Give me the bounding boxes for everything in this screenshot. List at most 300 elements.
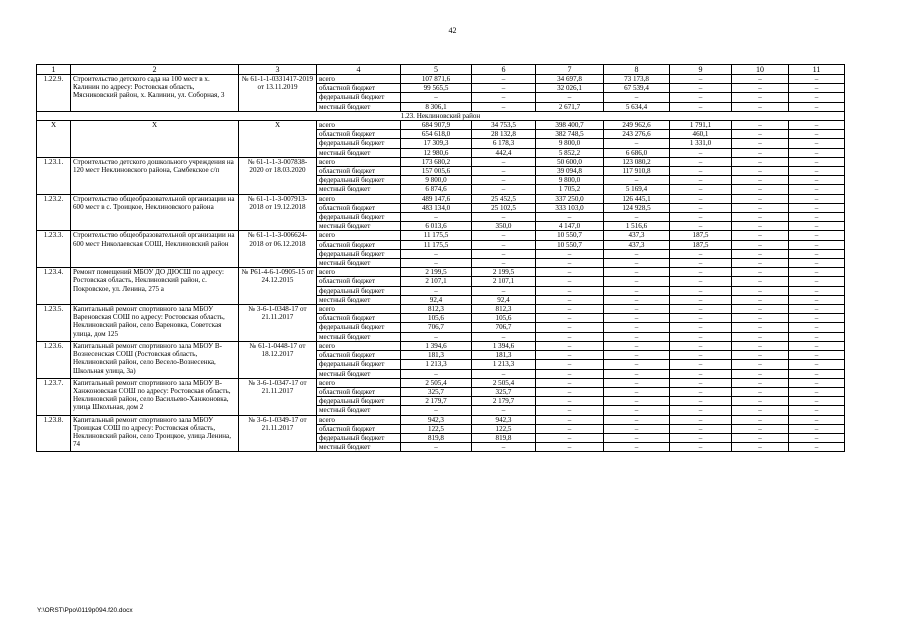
funding-source: местный бюджет: [317, 295, 401, 304]
value-cell: –: [604, 360, 670, 369]
value-cell: 1 516,6: [604, 222, 670, 231]
value-cell: 5 634,4: [604, 102, 670, 111]
value-cell: –: [670, 406, 732, 415]
header-cell: 6: [472, 65, 536, 75]
value-cell: –: [789, 167, 845, 176]
table-row: [37, 75, 845, 84]
value-cell: 483 134,0: [401, 203, 472, 212]
value-cell: –: [789, 203, 845, 212]
value-cell: 1 394,6: [472, 341, 536, 350]
value-cell: 2 107,1: [401, 277, 472, 286]
value-cell: –: [732, 387, 789, 396]
value-cell: –: [732, 415, 789, 424]
value-cell: 28 132,8: [472, 130, 536, 139]
value-cell: –: [670, 222, 732, 231]
funding-source: федеральный бюджет: [317, 139, 401, 148]
value-cell: –: [732, 84, 789, 93]
value-cell: –: [401, 443, 472, 452]
value-cell: 460,1: [670, 130, 732, 139]
value-cell: 2 179,7: [401, 397, 472, 406]
value-cell: –: [732, 102, 789, 111]
value-cell: 107 871,6: [401, 75, 472, 84]
value-cell: 325,7: [401, 387, 472, 396]
value-cell: –: [789, 176, 845, 185]
value-cell: 333 103,0: [536, 203, 604, 212]
value-cell: –: [472, 443, 536, 452]
value-cell: 122,5: [472, 424, 536, 433]
value-cell: 243 276,6: [604, 130, 670, 139]
value-cell: –: [670, 341, 732, 350]
value-cell: –: [789, 332, 845, 341]
item-name: Строительство детского дошкольного учреждения на 120 мест Неклиновского района, Самбекское с/п: [71, 157, 239, 194]
value-cell: –: [670, 277, 732, 286]
value-cell: –: [670, 415, 732, 424]
value-cell: –: [789, 443, 845, 452]
value-cell: –: [732, 369, 789, 378]
item-number: 1.23.4.: [37, 268, 71, 305]
value-cell: 2 505,4: [472, 378, 536, 387]
value-cell: –: [536, 305, 604, 314]
value-cell: 706,7: [401, 323, 472, 332]
value-cell: –: [670, 332, 732, 341]
item-name: Капитальный ремонт спортивного зала МБОУ В-Ханжоновская СОШ по адресу: Ростовская область, Неклиновский район, село Васильево-Ханжоновка, улица Школьная, дом 2: [71, 378, 239, 415]
value-cell: –: [789, 231, 845, 240]
item-name: Строительство общеобразовательной организации на 600 мест Николаевская СОШ, Неклиновский район: [71, 231, 239, 268]
header-cell: 10: [732, 65, 789, 75]
value-cell: –: [670, 286, 732, 295]
value-cell: –: [670, 369, 732, 378]
value-cell: 382 748,5: [536, 130, 604, 139]
header-cell: 7: [536, 65, 604, 75]
value-cell: –: [670, 295, 732, 304]
item-number: 1.22.9.: [37, 75, 71, 112]
section-row: [37, 111, 845, 120]
value-cell: –: [732, 148, 789, 157]
funding-source: федеральный бюджет: [317, 249, 401, 258]
value-cell: –: [472, 93, 536, 102]
value-cell: –: [789, 415, 845, 424]
header-cell: 5: [401, 65, 472, 75]
value-cell: –: [670, 157, 732, 166]
value-cell: 17 309,3: [401, 139, 472, 148]
value-cell: 181,3: [472, 351, 536, 360]
value-cell: –: [536, 387, 604, 396]
page-number: 42: [448, 26, 457, 35]
value-cell: –: [536, 259, 604, 268]
value-cell: –: [604, 433, 670, 442]
value-cell: 187,5: [670, 231, 732, 240]
value-cell: 6 686,0: [604, 148, 670, 157]
funding-source: областной бюджет: [317, 351, 401, 360]
value-cell: –: [789, 314, 845, 323]
value-cell: –: [536, 249, 604, 258]
funding-source: всего: [317, 121, 401, 130]
value-cell: –: [670, 351, 732, 360]
value-cell: 6 874,6: [401, 185, 472, 194]
funding-source: федеральный бюджет: [317, 323, 401, 332]
value-cell: –: [536, 406, 604, 415]
funding-source: местный бюджет: [317, 332, 401, 341]
value-cell: –: [789, 249, 845, 258]
value-cell: –: [472, 102, 536, 111]
funding-source: федеральный бюджет: [317, 397, 401, 406]
table-row: [37, 415, 845, 424]
value-cell: 25 452,5: [472, 194, 536, 203]
value-cell: –: [732, 397, 789, 406]
funding-source: всего: [317, 378, 401, 387]
value-cell: 812,3: [401, 305, 472, 314]
value-cell: –: [732, 351, 789, 360]
funding-source: федеральный бюджет: [317, 360, 401, 369]
value-cell: 819,8: [472, 433, 536, 442]
table-row: [37, 121, 845, 130]
value-cell: 122,5: [401, 424, 472, 433]
value-cell: –: [732, 268, 789, 277]
item-name: Капитальный ремонт спортивного зала МБОУ Троицкая СОШ по адресу: Ростовская область, Неклиновский район, село Троицкое, улица Ленина, 74: [71, 415, 239, 452]
value-cell: –: [670, 75, 732, 84]
value-cell: 2 671,7: [536, 102, 604, 111]
value-cell: 92,4: [401, 295, 472, 304]
item-number: 1.23.8.: [37, 415, 71, 452]
value-cell: –: [789, 268, 845, 277]
value-cell: –: [732, 213, 789, 222]
value-cell: –: [604, 351, 670, 360]
registration-number: № Р61-4-6-1-0905-15 от 24.12.2015: [239, 268, 317, 305]
funding-source: областной бюджет: [317, 240, 401, 249]
value-cell: 2 505,4: [401, 378, 472, 387]
value-cell: –: [670, 249, 732, 258]
funding-source: областной бюджет: [317, 424, 401, 433]
registration-number: № 61-1-1-3-007838-2020 от 18.03.2020: [239, 157, 317, 194]
value-cell: –: [789, 360, 845, 369]
value-cell: –: [670, 84, 732, 93]
value-cell: –: [536, 360, 604, 369]
value-cell: –: [789, 102, 845, 111]
value-cell: –: [401, 286, 472, 295]
value-cell: 11 175,5: [401, 231, 472, 240]
value-cell: 1 791,1: [670, 121, 732, 130]
value-cell: –: [536, 378, 604, 387]
registration-number: № 3-6-1-0349-17 от 21.11.2017: [239, 415, 317, 452]
value-cell: –: [789, 387, 845, 396]
value-cell: –: [536, 323, 604, 332]
value-cell: –: [789, 139, 845, 148]
value-cell: 8 306,1: [401, 102, 472, 111]
value-cell: 124 928,5: [604, 203, 670, 212]
value-cell: 173 680,2: [401, 157, 472, 166]
value-cell: –: [789, 305, 845, 314]
table-row: [37, 305, 845, 314]
value-cell: –: [472, 231, 536, 240]
value-cell: –: [604, 295, 670, 304]
value-cell: 34 697,8: [536, 75, 604, 84]
value-cell: 942,3: [401, 415, 472, 424]
item-number: 1.23.2.: [37, 194, 71, 231]
value-cell: –: [401, 332, 472, 341]
value-cell: –: [670, 148, 732, 157]
value-cell: –: [789, 121, 845, 130]
item-number: 1.23.3.: [37, 231, 71, 268]
value-cell: 5 852,2: [536, 148, 604, 157]
value-cell: 181,3: [401, 351, 472, 360]
funding-source: всего: [317, 157, 401, 166]
value-cell: –: [472, 286, 536, 295]
value-cell: 5 169,4: [604, 185, 670, 194]
table-row: [37, 341, 845, 350]
value-cell: 10 550,7: [536, 240, 604, 249]
header-cell: 11: [789, 65, 845, 75]
value-cell: –: [472, 176, 536, 185]
value-cell: 25 102,5: [472, 203, 536, 212]
value-cell: –: [732, 231, 789, 240]
value-cell: 2 199,5: [472, 268, 536, 277]
value-cell: 32 026,1: [536, 84, 604, 93]
value-cell: –: [604, 93, 670, 102]
value-cell: 2 179,7: [472, 397, 536, 406]
value-cell: 117 910,8: [604, 167, 670, 176]
value-cell: –: [472, 84, 536, 93]
value-cell: –: [536, 295, 604, 304]
value-cell: 73 173,8: [604, 75, 670, 84]
value-cell: –: [604, 369, 670, 378]
value-cell: –: [604, 397, 670, 406]
value-cell: 489 147,6: [401, 194, 472, 203]
value-cell: –: [789, 75, 845, 84]
value-cell: –: [732, 433, 789, 442]
value-cell: 123 080,2: [604, 157, 670, 166]
value-cell: –: [604, 424, 670, 433]
value-cell: –: [789, 397, 845, 406]
value-cell: 11 175,5: [401, 240, 472, 249]
value-cell: 1 213,3: [472, 360, 536, 369]
funding-source: всего: [317, 194, 401, 203]
value-cell: –: [401, 93, 472, 102]
funding-source: федеральный бюджет: [317, 93, 401, 102]
value-cell: –: [536, 268, 604, 277]
value-cell: 249 962,6: [604, 121, 670, 130]
value-cell: –: [789, 295, 845, 304]
value-cell: –: [604, 277, 670, 286]
value-cell: –: [732, 378, 789, 387]
value-cell: –: [536, 341, 604, 350]
value-cell: –: [604, 323, 670, 332]
value-cell: 12 980,6: [401, 148, 472, 157]
funding-source: федеральный бюджет: [317, 176, 401, 185]
value-cell: 1 213,3: [401, 360, 472, 369]
value-cell: –: [732, 249, 789, 258]
value-cell: –: [670, 259, 732, 268]
funding-source: областной бюджет: [317, 84, 401, 93]
item-name: Ремонт помещений МБОУ ДО ДЮСШ по адресу: Ростовская область, Неклиновский район, с. Покровское, ул. Ленина, 275 а: [71, 268, 239, 305]
value-cell: –: [604, 314, 670, 323]
value-cell: –: [670, 194, 732, 203]
registration-number: № 61-1-1-3-007913-2018 от 19.12.2018: [239, 194, 317, 231]
value-cell: –: [670, 424, 732, 433]
value-cell: –: [789, 157, 845, 166]
header-cell: 8: [604, 65, 670, 75]
value-cell: –: [789, 93, 845, 102]
value-cell: –: [732, 360, 789, 369]
value-cell: –: [789, 351, 845, 360]
value-cell: 1 705,2: [536, 185, 604, 194]
value-cell: –: [472, 213, 536, 222]
value-cell: –: [732, 222, 789, 231]
value-cell: –: [732, 424, 789, 433]
value-cell: –: [536, 397, 604, 406]
value-cell: –: [789, 323, 845, 332]
value-cell: –: [789, 222, 845, 231]
value-cell: –: [789, 369, 845, 378]
value-cell: –: [732, 443, 789, 452]
registration-number: № 61-1-0448-17 от 18.12.2017: [239, 341, 317, 378]
funding-source: областной бюджет: [317, 314, 401, 323]
value-cell: 9 800,0: [536, 139, 604, 148]
value-cell: –: [732, 139, 789, 148]
funding-source: всего: [317, 305, 401, 314]
funding-source: местный бюджет: [317, 406, 401, 415]
value-cell: –: [536, 351, 604, 360]
value-cell: –: [670, 176, 732, 185]
header-cell: 4: [317, 65, 401, 75]
value-cell: 126 445,1: [604, 194, 670, 203]
table-row: [37, 157, 845, 166]
section-title: 1.23. Неклиновский район: [37, 111, 845, 120]
value-cell: 50 600,0: [536, 157, 604, 166]
funding-source: областной бюджет: [317, 387, 401, 396]
value-cell: 337 250,0: [536, 194, 604, 203]
value-cell: –: [604, 378, 670, 387]
value-cell: 684 907,9: [401, 121, 472, 130]
funding-source: местный бюджет: [317, 369, 401, 378]
value-cell: –: [670, 397, 732, 406]
value-cell: 398 400,7: [536, 121, 604, 130]
value-cell: –: [604, 415, 670, 424]
value-cell: –: [401, 259, 472, 268]
funding-source: областной бюджет: [317, 130, 401, 139]
budget-table: [36, 64, 845, 452]
value-cell: –: [732, 259, 789, 268]
value-cell: 2 199,5: [401, 268, 472, 277]
value-cell: –: [536, 424, 604, 433]
value-cell: –: [789, 148, 845, 157]
value-cell: –: [732, 323, 789, 332]
value-cell: 325,7: [472, 387, 536, 396]
value-cell: –: [670, 102, 732, 111]
value-cell: –: [536, 332, 604, 341]
funding-source: местный бюджет: [317, 443, 401, 452]
value-cell: 6 178,3: [472, 139, 536, 148]
item-name: Капитальный ремонт спортивного зала МБОУ В-Вознесенская СОШ (Ростовская область, Неклиновский район, село Весело-Вознесенка, Школьная улица, 3а): [71, 341, 239, 378]
value-cell: –: [670, 323, 732, 332]
item-number: 1.23.5.: [37, 305, 71, 342]
funding-source: всего: [317, 415, 401, 424]
value-cell: –: [670, 93, 732, 102]
funding-source: всего: [317, 341, 401, 350]
funding-source: федеральный бюджет: [317, 213, 401, 222]
value-cell: –: [604, 387, 670, 396]
value-cell: –: [401, 249, 472, 258]
funding-source: областной бюджет: [317, 203, 401, 212]
value-cell: 437,3: [604, 231, 670, 240]
table-row: [37, 231, 845, 240]
value-cell: –: [789, 213, 845, 222]
value-cell: –: [670, 203, 732, 212]
value-cell: –: [732, 75, 789, 84]
value-cell: 812,3: [472, 305, 536, 314]
value-cell: –: [536, 314, 604, 323]
value-cell: –: [732, 176, 789, 185]
item-name: Капитальный ремонт спортивного зала МБОУ Вареновская СОШ по адресу: Ростовская область, Неклиновский район, село Вареновка, Советская улица, дом 125: [71, 305, 239, 342]
value-cell: –: [670, 360, 732, 369]
value-cell: –: [472, 249, 536, 258]
value-cell: –: [789, 277, 845, 286]
value-cell: –: [789, 424, 845, 433]
value-cell: –: [604, 305, 670, 314]
value-cell: –: [732, 295, 789, 304]
funding-source: всего: [317, 75, 401, 84]
value-cell: –: [789, 341, 845, 350]
header-row: [37, 65, 845, 75]
value-cell: 1 331,0: [670, 139, 732, 148]
value-cell: 105,6: [472, 314, 536, 323]
value-cell: –: [536, 93, 604, 102]
table-row: [37, 268, 845, 277]
value-cell: –: [401, 406, 472, 415]
value-cell: –: [401, 213, 472, 222]
value-cell: –: [789, 130, 845, 139]
value-cell: 105,6: [401, 314, 472, 323]
value-cell: –: [789, 185, 845, 194]
header-cell: 1: [37, 65, 71, 75]
table-row: [37, 194, 845, 203]
value-cell: –: [604, 443, 670, 452]
value-cell: 2 107,1: [472, 277, 536, 286]
value-cell: –: [789, 194, 845, 203]
value-cell: 350,0: [472, 222, 536, 231]
value-cell: –: [472, 185, 536, 194]
funding-source: всего: [317, 231, 401, 240]
value-cell: –: [670, 167, 732, 176]
value-cell: –: [789, 84, 845, 93]
value-cell: –: [670, 387, 732, 396]
value-cell: –: [472, 369, 536, 378]
header-cell: 9: [670, 65, 732, 75]
value-cell: –: [789, 406, 845, 415]
value-cell: –: [789, 433, 845, 442]
value-cell: –: [732, 277, 789, 286]
funding-source: местный бюджет: [317, 102, 401, 111]
item-number: 1.23.1.: [37, 157, 71, 194]
value-cell: 9 800,0: [536, 176, 604, 185]
value-cell: –: [604, 259, 670, 268]
value-cell: –: [604, 406, 670, 415]
value-cell: –: [732, 121, 789, 130]
value-cell: –: [472, 240, 536, 249]
value-cell: –: [732, 406, 789, 415]
value-cell: –: [472, 75, 536, 84]
value-cell: –: [789, 378, 845, 387]
value-cell: 706,7: [472, 323, 536, 332]
item-number: 1.23.6.: [37, 341, 71, 378]
value-cell: –: [670, 378, 732, 387]
file-path: Y:\ORST\Ppo\0119p094.f20.docx: [37, 607, 133, 614]
item-name: Строительство общеобразовательной организации на 600 мест в с. Троицкое, Неклиновского района: [71, 194, 239, 231]
value-cell: –: [472, 332, 536, 341]
value-cell: –: [670, 305, 732, 314]
value-cell: –: [732, 314, 789, 323]
value-cell: –: [732, 130, 789, 139]
value-cell: –: [536, 277, 604, 286]
